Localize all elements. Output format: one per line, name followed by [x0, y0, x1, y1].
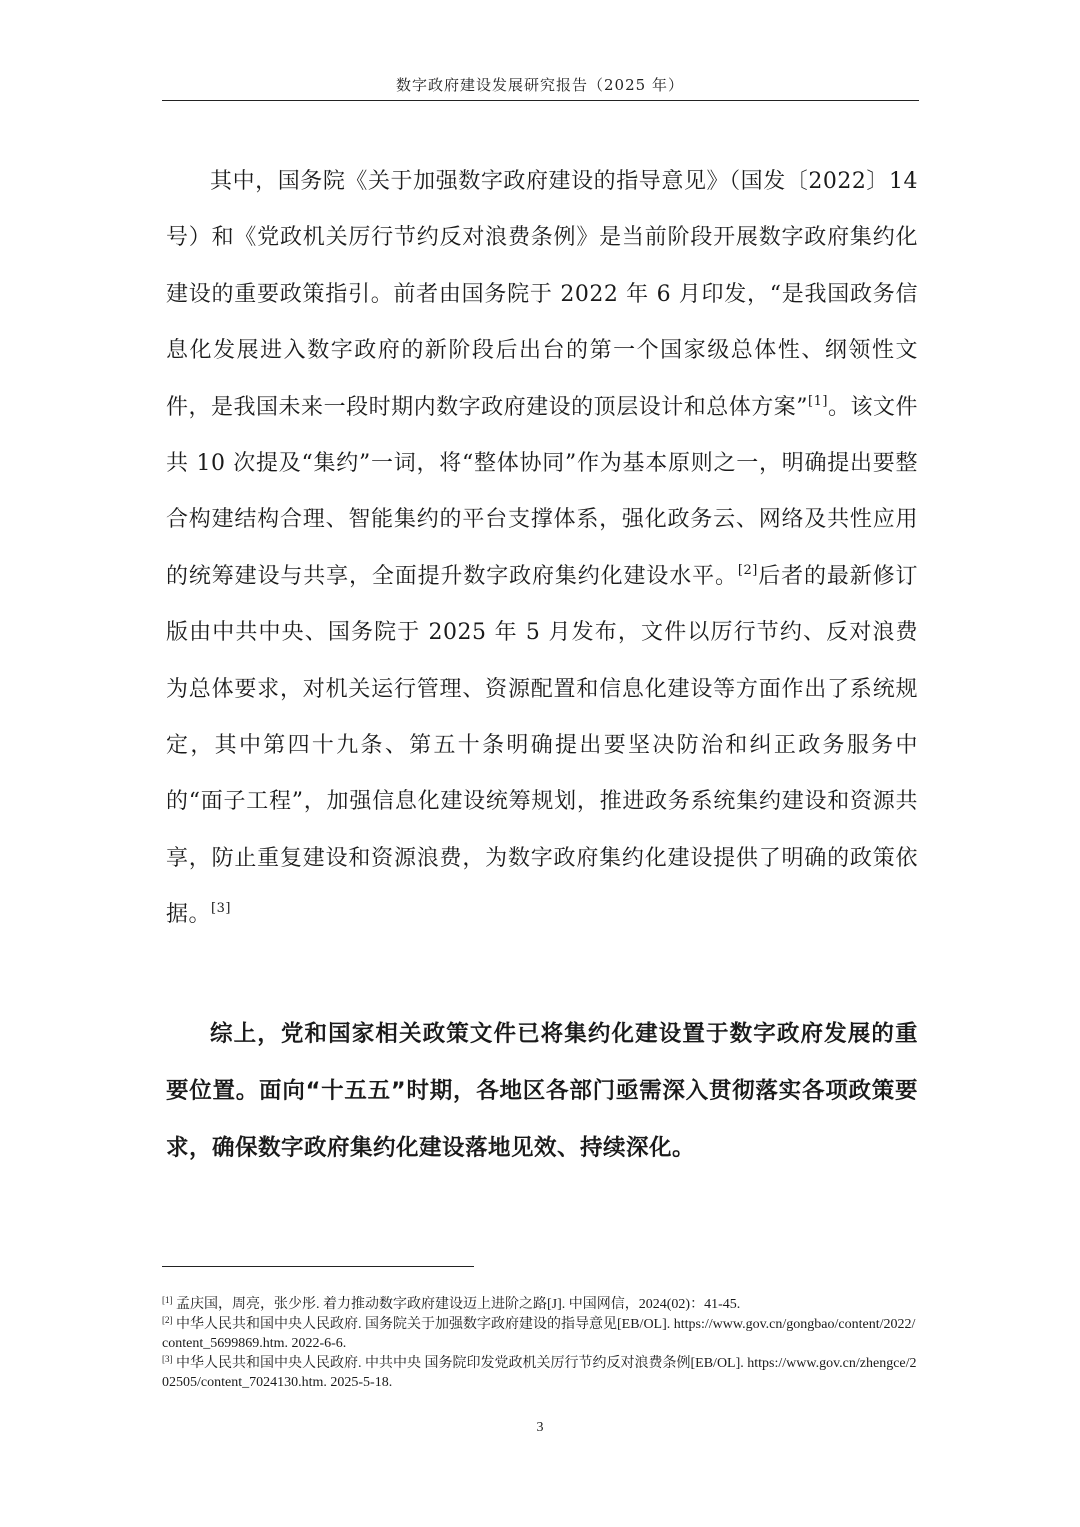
body-paragraph-policy-documents	[166, 154, 918, 944]
footnote-reference-3[interactable]: [3]	[211, 901, 231, 917]
footnotes	[162, 1295, 918, 1393]
footnote-mark: [2]	[162, 1314, 173, 1325]
footnote-item	[162, 1295, 918, 1315]
page-number: 3	[536, 1420, 544, 1435]
footnote-reference-1[interactable]: [1]	[808, 393, 828, 409]
footnote-reference-2[interactable]: [2]	[737, 562, 758, 578]
running-header: 数字政府建设发展研究报告（2025 年）	[396, 76, 684, 94]
footnote-text: 孟庆国，周亮，张少彤. 着力推动数字政府建设迈上进阶之路[J]. 中国网信，2024(02)：41-45.	[176, 1297, 741, 1312]
body-paragraph-summary: 综上，党和国家相关政策文件已将集约化建设置于数字政府发展的重要位置。面向“十五五”时期，各地区各部门亟需深入贯彻落实各项政策要求，确保数字政府集约化建设落地见效、持续深化。	[166, 1020, 918, 1161]
footnote-mark: [3]	[162, 1353, 173, 1364]
footnote-item	[162, 1354, 918, 1393]
header-rule	[162, 100, 919, 101]
footnote-separator	[162, 1266, 474, 1267]
footnote-mark: [1]	[162, 1295, 173, 1305]
footnote-item	[162, 1315, 918, 1354]
footnote-text: 中华人民共和国中央人民政府. 中共中央 国务院印发党政机关厉行节约反对浪费条例[EB/OL]. https://www.gov.cn/zhengce/202505/content_7024130.htm. 2025-5-18.	[162, 1355, 917, 1390]
paragraph-text-part-2: 。该文件共 10 次提及“集约”一词，将“整体协同”作为基本原则之一，明确提出要整合构建结构合理、智能集约的平台支撑体系，强化政务云、网络及共性应用的统筹建设与共享，全面提升数字政府集约化建设水平。	[166, 394, 918, 589]
paragraph-text-part-3: 后者的最新修订版由中共中央、国务院于 2025 年 5 月发布，文件以厉行节约、反对浪费为总体要求，对机关运行管理、资源配置和信息化建设等方面作出了系统规定，其中第四十九条、第五十条明确提出要坚决防治和纠正政务服务中的“面子工程”，加强信息化建设统筹规划，推进政务系统集约建设和资源共享，防止重复建设和资源浪费，为数字政府集约化建设提供了明确的政策依据。	[166, 563, 918, 928]
paragraph-text-part-1: 其中，国务院《关于加强数字政府建设的指导意见》（国发〔2022〕14 号）和《党政机关厉行节约反对浪费条例》是当前阶段开展数字政府集约化建设的重要政策指引。前者由国务院于 2022 年 6 月印发，“是我国政务信息化发展进入数字政府的新阶段后出台的第一个国家级总体性、纲领性文件，是我国未来一段时期内数字政府建设的顶层设计和总体方案”	[166, 169, 918, 420]
footnote-text: 中华人民共和国中央人民政府. 国务院关于加强数字政府建设的指导意见[EB/OL]. https://www.gov.cn/gongbao/content/2022/content_5699869.htm. 2022-6-6.	[162, 1316, 916, 1351]
